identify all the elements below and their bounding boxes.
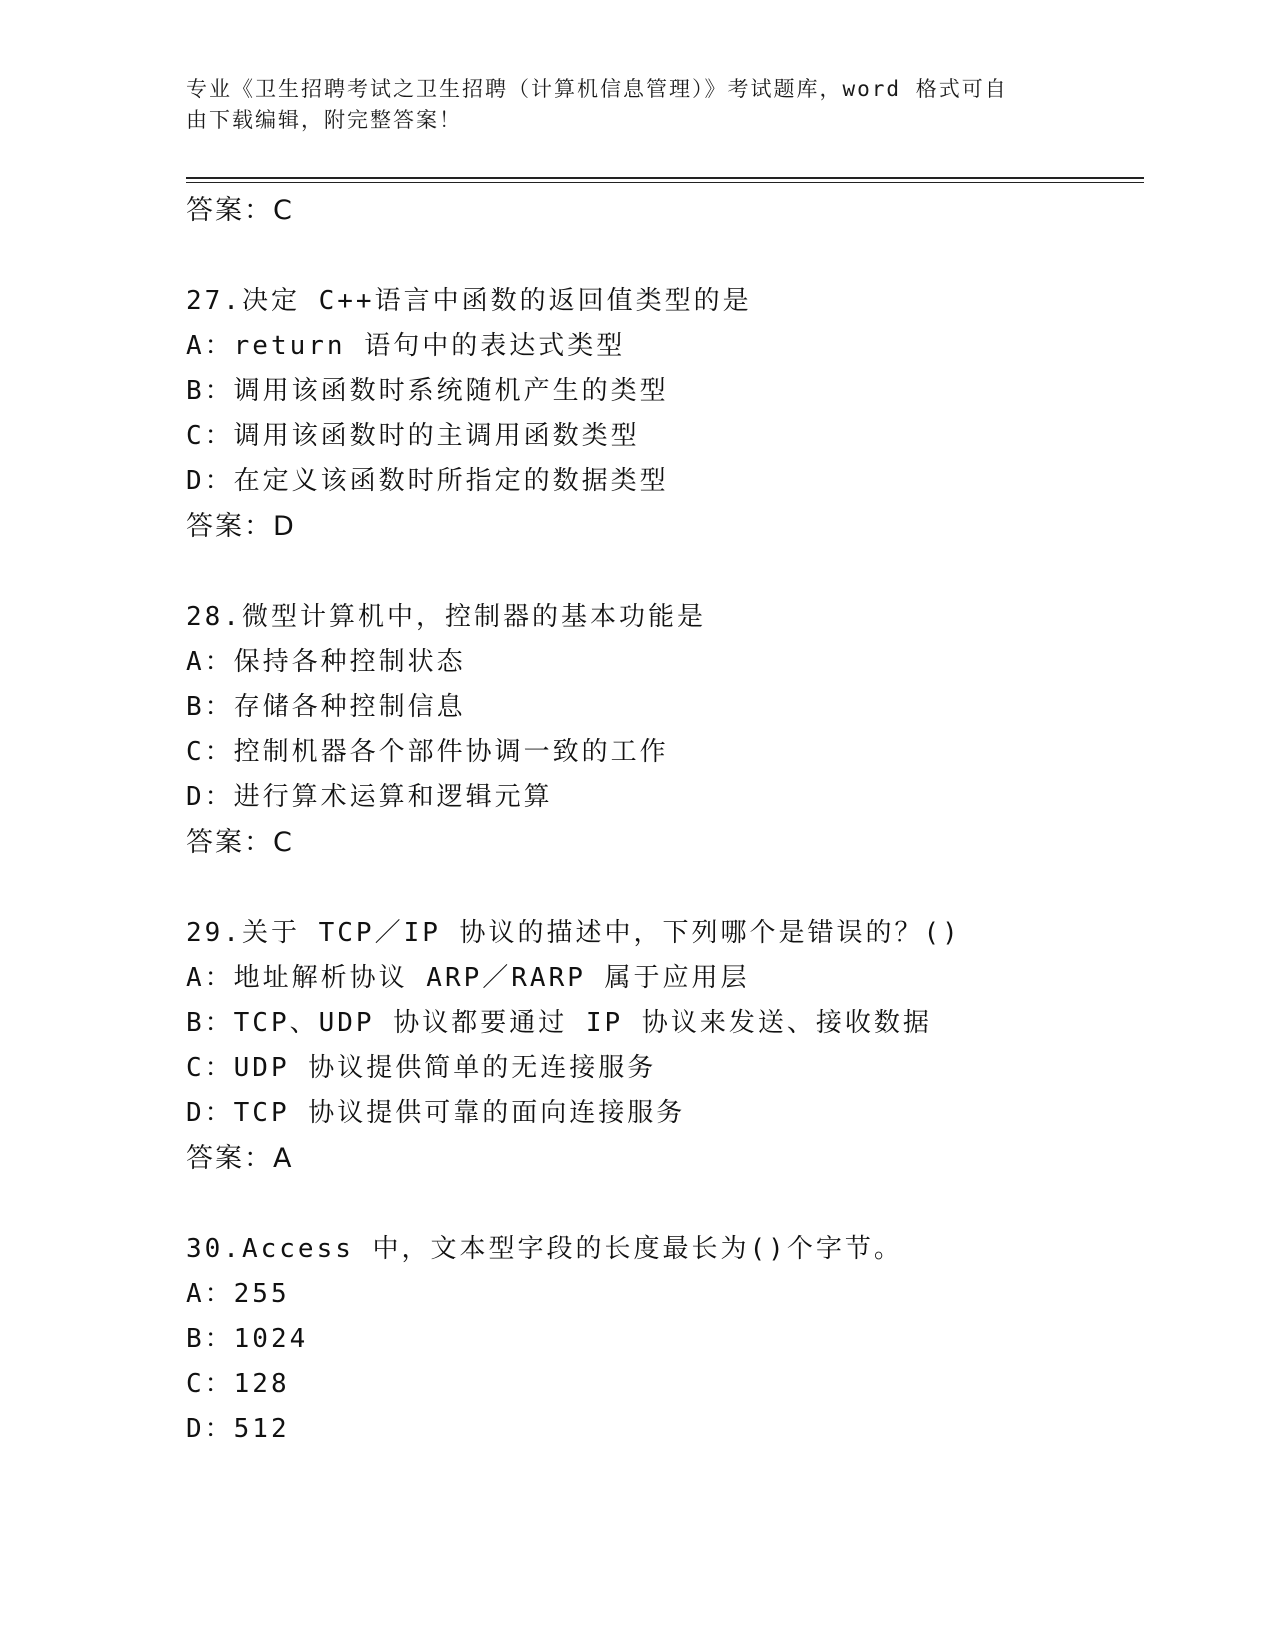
header-rule-thick bbox=[186, 177, 1144, 179]
question-stem: 27.决定 C++语言中函数的返回值类型的是 bbox=[186, 286, 752, 316]
option-a: A：地址解析协议 ARP／RARP 属于应用层 bbox=[186, 963, 750, 993]
header-line-2: 由下载编辑，附完整答案！ bbox=[186, 108, 462, 132]
question-stem: 29.关于 TCP／IP 协议的描述中，下列哪个是错误的？() bbox=[186, 918, 961, 948]
answer-line: 答案：C bbox=[186, 827, 294, 858]
question-stem: 30.Access 中，文本型字段的长度最长为()个字节。 bbox=[186, 1234, 903, 1264]
question-28 bbox=[186, 595, 1144, 865]
header-line-1: 专业《卫生招聘考试之卫生招聘（计算机信息管理）》考试题库，word 格式可自 bbox=[186, 77, 1008, 101]
question-stem: 28.微型计算机中，控制器的基本功能是 bbox=[186, 602, 706, 632]
option-c: C：调用该函数时的主调用函数类型 bbox=[186, 421, 640, 451]
spacer bbox=[186, 549, 1144, 595]
option-c: C：UDP 协议提供简单的无连接服务 bbox=[186, 1053, 657, 1083]
option-c: C：控制机器各个部件协调一致的工作 bbox=[186, 737, 669, 767]
option-b: B：调用该函数时系统随机产生的类型 bbox=[186, 376, 669, 406]
document-header bbox=[186, 74, 1066, 136]
option-a: A：return 语句中的表达式类型 bbox=[186, 331, 626, 361]
option-c: C：128 bbox=[186, 1369, 290, 1399]
option-b: B：存储各种控制信息 bbox=[186, 692, 466, 722]
option-d: D：进行算术运算和逻辑元算 bbox=[186, 782, 553, 812]
question-list bbox=[186, 188, 1144, 1452]
spacer bbox=[186, 1181, 1144, 1227]
answer-line: 答案：D bbox=[186, 511, 296, 542]
option-d: D：512 bbox=[186, 1414, 290, 1444]
option-b: B：1024 bbox=[186, 1324, 309, 1354]
question-30 bbox=[186, 1227, 1144, 1452]
option-a: A：255 bbox=[186, 1279, 290, 1309]
option-a: A：保持各种控制状态 bbox=[186, 647, 466, 677]
option-b: B：TCP、UDP 协议都要通过 IP 协议来发送、接收数据 bbox=[186, 1008, 932, 1038]
option-d: D：TCP 协议提供可靠的面向连接服务 bbox=[186, 1098, 686, 1128]
header-rule-thin bbox=[186, 182, 1144, 183]
spacer bbox=[186, 865, 1144, 911]
answer-line: 答案：C bbox=[186, 195, 294, 226]
question-29 bbox=[186, 911, 1144, 1181]
answer-line: 答案：A bbox=[186, 1143, 294, 1174]
question-27 bbox=[186, 279, 1144, 549]
spacer bbox=[186, 233, 1144, 279]
option-d: D：在定义该函数时所指定的数据类型 bbox=[186, 466, 669, 496]
